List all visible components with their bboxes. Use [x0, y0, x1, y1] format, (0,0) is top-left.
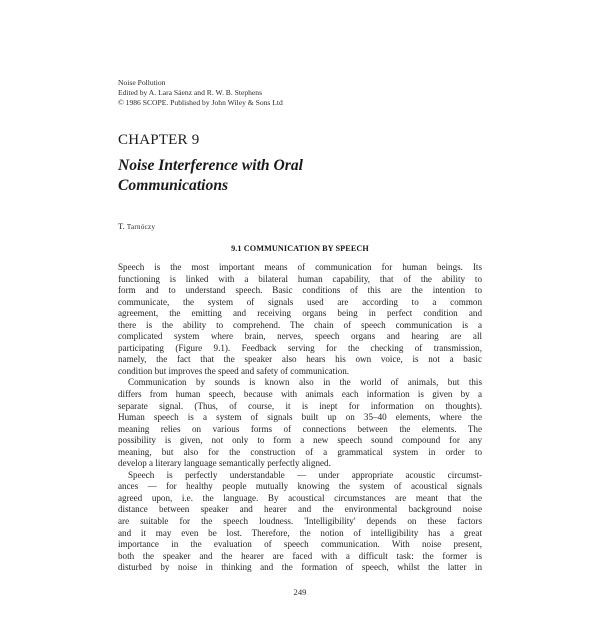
body-line: participating (Figure 9.1). Feedback serving for the checking of transmission, [118, 342, 482, 353]
body-text [118, 262, 482, 574]
page-number: 249 [293, 587, 307, 597]
body-line: and it may even be lost. Therefore, the notion of intelligibility has a great [118, 527, 482, 538]
body-line: Communication by sounds is known also in the world of animals, but this [128, 377, 482, 388]
body-line: there is the ability to comprehend. The chain of speech communication is a [118, 319, 482, 330]
chapter-title [118, 156, 303, 196]
author-surname: Tarnóczy [126, 223, 156, 231]
author [118, 221, 155, 231]
body-line: Speech is perfectly understandable — under appropriate acoustic circumst- [128, 469, 482, 480]
body-line: separate signal. (Thus, of course, it is inept for information on thoughts). [118, 400, 482, 411]
body-line: agreement, the emitting and receiving organs being in perfect condition and [118, 308, 482, 319]
section-heading: 9.1 COMMUNICATION BY SPEECH [231, 244, 369, 253]
body-line: disturbed by noise in thinking and the formation of speech, whilst the latter in [118, 562, 482, 573]
body-line: Human speech is a system of signals built up on 35–40 elements, where the [118, 412, 482, 423]
body-line: both the speaker and the hearer are faced with a difficult task: the former is [118, 550, 482, 561]
body-line: condition but improves the speed and safety of communication. [118, 365, 350, 376]
header-line: Edited by A. Lara Sáenz and R. W. B. Stephens [118, 87, 263, 97]
body-line: functioning is linked with a bilateral human capability, that of the ability to [118, 273, 482, 284]
author-initial: T. [118, 221, 127, 231]
chapter-label: CHAPTER 9 [118, 132, 200, 148]
publication-header [118, 78, 283, 107]
body-line: communicate, the system of signals used are according to a common [118, 296, 482, 307]
header-line: © 1986 SCOPE. Published by John Wiley & Sons Ltd [118, 97, 283, 107]
body-line: namely, the fact that the speaker also hears his own voice, is not a basic [118, 354, 482, 365]
body-line: meaning, but also for the construction of a grammatical system in order to [118, 446, 482, 457]
body-line: distance between speaker and hearer and the environmental background noise [118, 504, 482, 515]
body-line: Speech is the most important means of communication for human beings. Its [118, 262, 482, 272]
body-line: develop a literary language semantically perfectly aligned. [118, 458, 331, 469]
chapter-title-line: Communications [118, 177, 229, 194]
body-line: importance in the evaluation of speech communication. With noise present, [118, 539, 482, 550]
body-line: ances — for healthy people mutually knowing the system of acoustical signals [118, 481, 482, 492]
body-line: are suitable for the speech loudness. 'Intelligibility' depends on these factors [118, 516, 482, 527]
body-line: possibility is given, not only to form a new speech sound compound for any [118, 435, 482, 446]
body-line: differs from human speech, because with animals each information is given by a [118, 389, 482, 400]
body-line: meaning relies on various forms of connections between the elements. The [118, 423, 482, 434]
body-line: form and to understand speech. Basic conditions of this are the intention to [118, 285, 482, 296]
chapter-title-line: Noise Interference with Oral [118, 157, 303, 174]
body-line: agreed upon, i.e. the language. By acoustical circumstances are meant that the [118, 492, 482, 503]
header-line: Noise Pollution [118, 78, 166, 87]
body-line: complicated system where brain, nerves, speech organs and hearing are all [118, 331, 482, 342]
